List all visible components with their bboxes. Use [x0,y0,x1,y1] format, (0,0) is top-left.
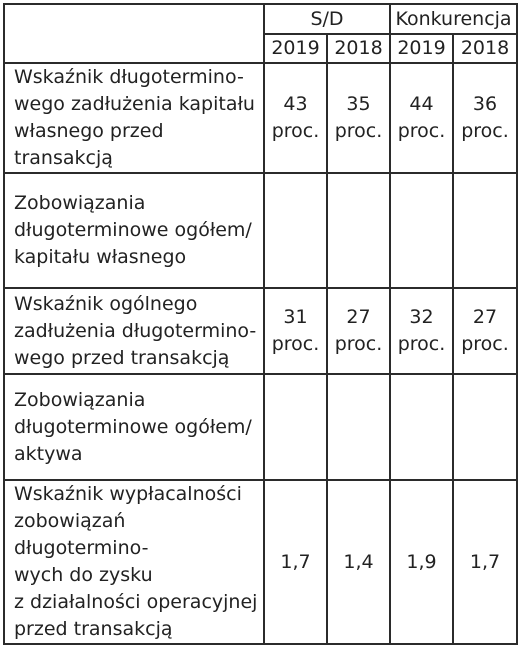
cell-unit: proc. [334,120,383,142]
row-label-line: przed transakcją [14,618,173,640]
row-label-line: Zobowiązania [14,388,146,411]
header-sd: S/D [264,4,390,34]
cell-konkurencja-2018 [453,288,517,374]
cell-value: 36 [472,93,498,115]
row-label-line: aktywa [14,442,83,465]
row-label-line: wego przed transakcją [14,346,230,369]
cell-konkurencja-2018 [453,374,517,480]
cell-konkurencja-2019 [390,63,453,173]
row-label-line: wego zadłużenia kapitału [14,93,255,115]
cell-sd-2019 [264,374,327,480]
cell-konkurencja-2018 [453,480,517,644]
cell-sd-2018 [327,63,390,173]
header-konkurencja-2018: 2018 [453,34,517,63]
cell-value: 32 [409,306,434,328]
cell-konkurencja-2018 [453,63,517,173]
cell-konkurencja-2019 [390,374,453,480]
header-corner [4,4,264,63]
cell-konkurencja-2019 [390,173,453,288]
row-label [4,374,264,480]
cell-sd-2018 [327,288,390,374]
row-label-line: wych do zysku [14,564,153,586]
cell-sd-2018 [327,480,390,644]
row-label-line: Wskaźnik ogólnego [14,292,198,315]
cell-value: 44 [409,93,434,115]
row-label [4,288,264,374]
cell-konkurencja-2019 [390,288,453,374]
cell-unit: proc. [334,333,383,355]
row-label-line: długoterminowe ogółem/ [14,415,252,438]
cell-unit: proc. [271,120,320,142]
cell-value: 1,4 [343,550,374,573]
cell-value: 31 [283,306,308,328]
table-row [4,173,517,288]
cell-sd-2019 [264,173,327,288]
row-label [4,63,264,173]
cell-value: 27 [346,306,371,328]
cell-unit: proc. [271,333,320,355]
ratio-table [3,3,518,645]
cell-unit: proc. [397,333,446,355]
row-label-line: z działalności operacyjnej [14,591,258,613]
cell-value: 1,7 [280,550,311,573]
header-konkurencja-2019: 2019 [390,34,453,63]
cell-unit: proc. [397,120,446,142]
header-konkurencja: Konkurencja [390,4,517,34]
cell-sd-2019 [264,63,327,173]
row-label-line: Wskaźnik wypłacalności [14,483,242,505]
table-row [4,480,517,644]
row-label-line: zobowiązań długotermino- [14,510,149,559]
cell-value: 1,9 [406,550,437,573]
table-row [4,288,517,374]
cell-sd-2018 [327,374,390,480]
table-row [4,374,517,480]
table-row [4,63,517,173]
cell-sd-2018 [327,173,390,288]
row-label-line: własnego przed transakcją [14,120,164,169]
cell-sd-2019 [264,480,327,644]
row-label [4,480,264,644]
header-row-groups [4,4,517,34]
row-label-line: Wskaźnik długotermino- [14,66,244,88]
cell-unit: proc. [461,333,509,355]
header-sd-2018: 2018 [327,34,390,63]
row-label-line: kapitału własnego [14,246,187,268]
cell-value: 43 [283,93,308,115]
row-label-line: Zobowiązania [14,192,146,214]
row-label-line: zadłużenia długotermino- [14,319,257,342]
row-label [4,173,264,288]
cell-konkurencja-2019 [390,480,453,644]
cell-konkurencja-2018 [453,173,517,288]
cell-unit: proc. [461,120,509,142]
header-sd-2019: 2019 [264,34,327,63]
cell-value: 1,7 [469,550,501,573]
cell-value: 27 [472,306,498,328]
row-label-line: długoterminowe ogółem/ [14,219,252,241]
cell-value: 35 [346,93,371,115]
cell-sd-2019 [264,288,327,374]
